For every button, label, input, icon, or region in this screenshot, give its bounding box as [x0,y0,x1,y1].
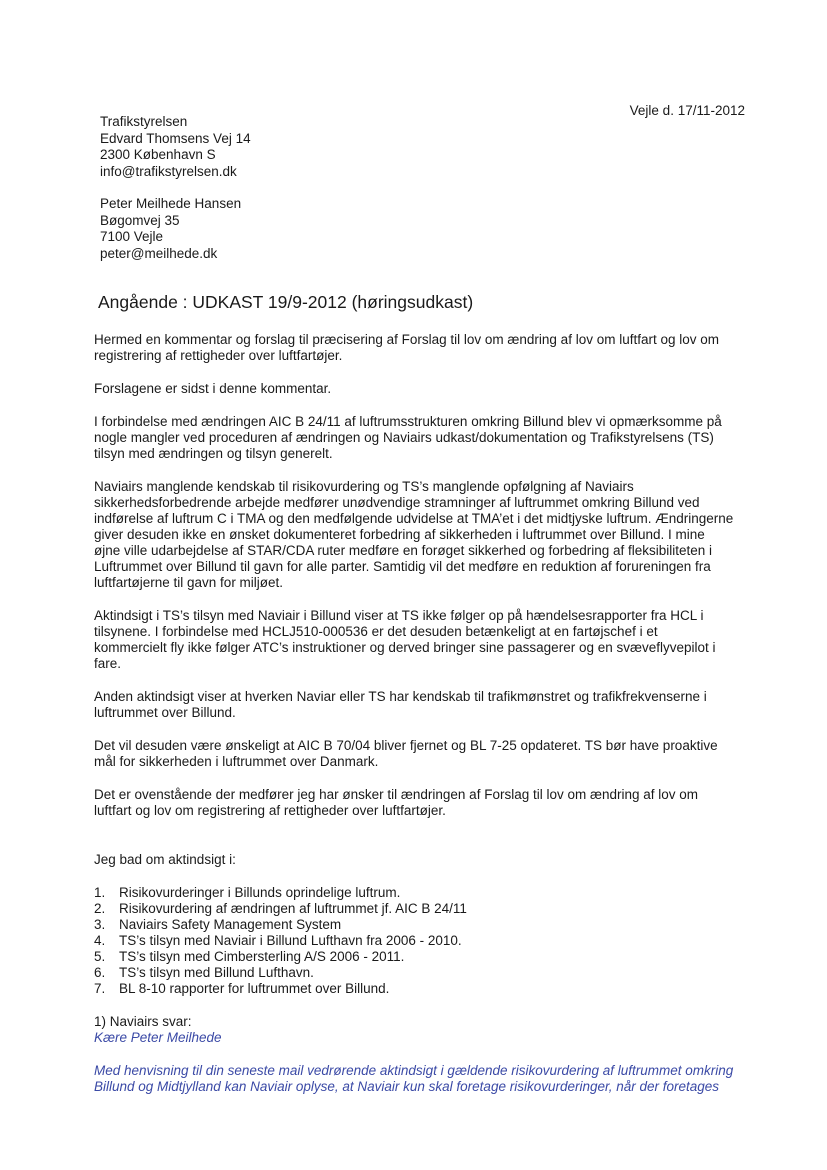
list-text: Risikovurderinger i Billunds oprindelige luftrum. [119,885,401,900]
address-line: Peter Meilhede Hansen [100,196,242,211]
list-item [94,981,734,997]
list-text: BL 8-10 rapporter for luftrummet over Billund. [119,981,390,996]
list-item [94,901,734,917]
reply-label: 1) Naviairs svar: [94,1014,192,1029]
request-intro: Jeg bad om aktindsigt i: [94,852,236,867]
list-number: 6. [94,965,106,980]
body-paragraph: Hermed en kommentar og forslag til præcisering af Forslag til lov om ændring af lov om luftfart og lov om registrering af rettigheder over luftfartøjer. [94,332,720,363]
reply-greeting: Kære Peter Meilhede [94,1030,222,1045]
address-line: Edvard Thomsens Vej 14 [100,130,251,146]
list-number: 1. [94,885,106,900]
sender-address [100,114,251,180]
list-number: 2. [94,901,106,916]
list-text: TS’s tilsyn med Cimbersterling A/S 2006 - 2011. [119,949,405,964]
request-list [94,885,734,997]
body-paragraph: Anden aktindsigt viser at hverken Naviar eller TS har kendskab til trafikmønstret og trafikfrekvenserne i luftrummet over Billund. [94,689,707,720]
list-number: 3. [94,917,106,932]
list-number: 5. [94,949,106,964]
body-paragraph: Det er ovenstående der medfører jeg har ønsker til ændringen af Forslag til lov om ændring af lov om luftfart og lov om registrering af rettigheder over luftfartøjer. [94,787,699,818]
list-item [94,949,734,965]
letter-date: Vejle d. 17/11-2012 [629,103,745,118]
body-paragraph: Det vil desuden være ønskeligt at AIC B 70/04 bliver fjernet og BL 7-25 opdateret. TS bør have proaktive mål for sikkerheden i luftrummet over Danmark. [94,738,718,769]
list-text: Naviairs Safety Management System [119,917,342,932]
list-text: Risikovurdering af ændringen af luftrummet jf. AIC B 24/11 [119,901,467,916]
recipient-address [100,196,241,262]
list-number: 7. [94,981,106,996]
request-section [94,852,734,997]
list-item [94,917,734,933]
list-item [94,965,734,981]
address-line: peter@meilhede.dk [100,245,218,261]
letter-body [94,332,734,1095]
address-line: Bøgomvej 35 [100,212,180,228]
subject-heading: Angående : UDKAST 19/9-2012 (høringsudkast) [98,292,474,312]
body-paragraph: Aktindsigt i TS’s tilsyn med Naviair i Billund viser at TS ikke følger op på hændelsesrapporter fra HCL i tilsynene. I forbindelse med HCLJ510-000536 er det desuden betænkeligt at en fartøjschef i et kommercielt fly ikke følger ATC’s instruktioner og derved bringer sine passagerer og en svæveflyvepilot i fare. [94,608,716,671]
reply-body: Med henvisning til din seneste mail vedrørende aktindsigt i gældende risikovurdering af luftrummet omkring Billund og Midtjylland kan Naviair oplyse, at Naviair kun skal foretage risikovurderinger, når der foretages [94,1063,734,1094]
body-paragraph: Forslagene er sidst i denne kommentar. [94,381,332,396]
address-line: 2300 København S [100,147,216,162]
body-paragraph: I forbindelse med ændringen AIC B 24/11 af luftrumsstrukturen omkring Billund blev vi opmærksomme på nogle mangler ved proceduren af ændringen og Naviairs udkast/dokumentation og Trafikstyrelsens (TS) tilsyn med ændringen og tilsyn generelt. [94,414,722,461]
body-paragraph: Naviairs manglende kendskab til risikovurdering og TS’s manglende opfølgning af Naviairs sikkerhedsforbedrende arbejde medfører unødvendige stramninger af luftrummet omkring Billund ved indførelse af luftrum C i TMA og den medfølgende udvidelse at TMA’et i det midtjyske luftrum. Ændringerne giver desuden ikke en ønsket dokumenteret forbedring af sikkerheden i luftrummet over Billund. I mine øjne ville udarbejdelse af STAR/CDA ruter medføre en forøget sikkerhed og forbedring af fleksibiliteten i Luftrummet over Billund til gavn for alle parter. Samtidig vil det medføre en reduktion af forureningen fra luftfartøjerne til gavn for miljøet. [94,479,734,590]
list-text: TS’s tilsyn med Billund Lufthavn. [119,965,314,980]
address-line: info@trafikstyrelsen.dk [100,163,237,179]
address-line: Trafikstyrelsen [100,114,188,129]
list-text: TS’s tilsyn med Naviair i Billund Lufthavn fra 2006 - 2010. [119,933,462,948]
list-item [94,933,734,949]
list-item [94,885,734,901]
list-number: 4. [94,933,106,948]
address-line: 7100 Vejle [100,229,164,244]
